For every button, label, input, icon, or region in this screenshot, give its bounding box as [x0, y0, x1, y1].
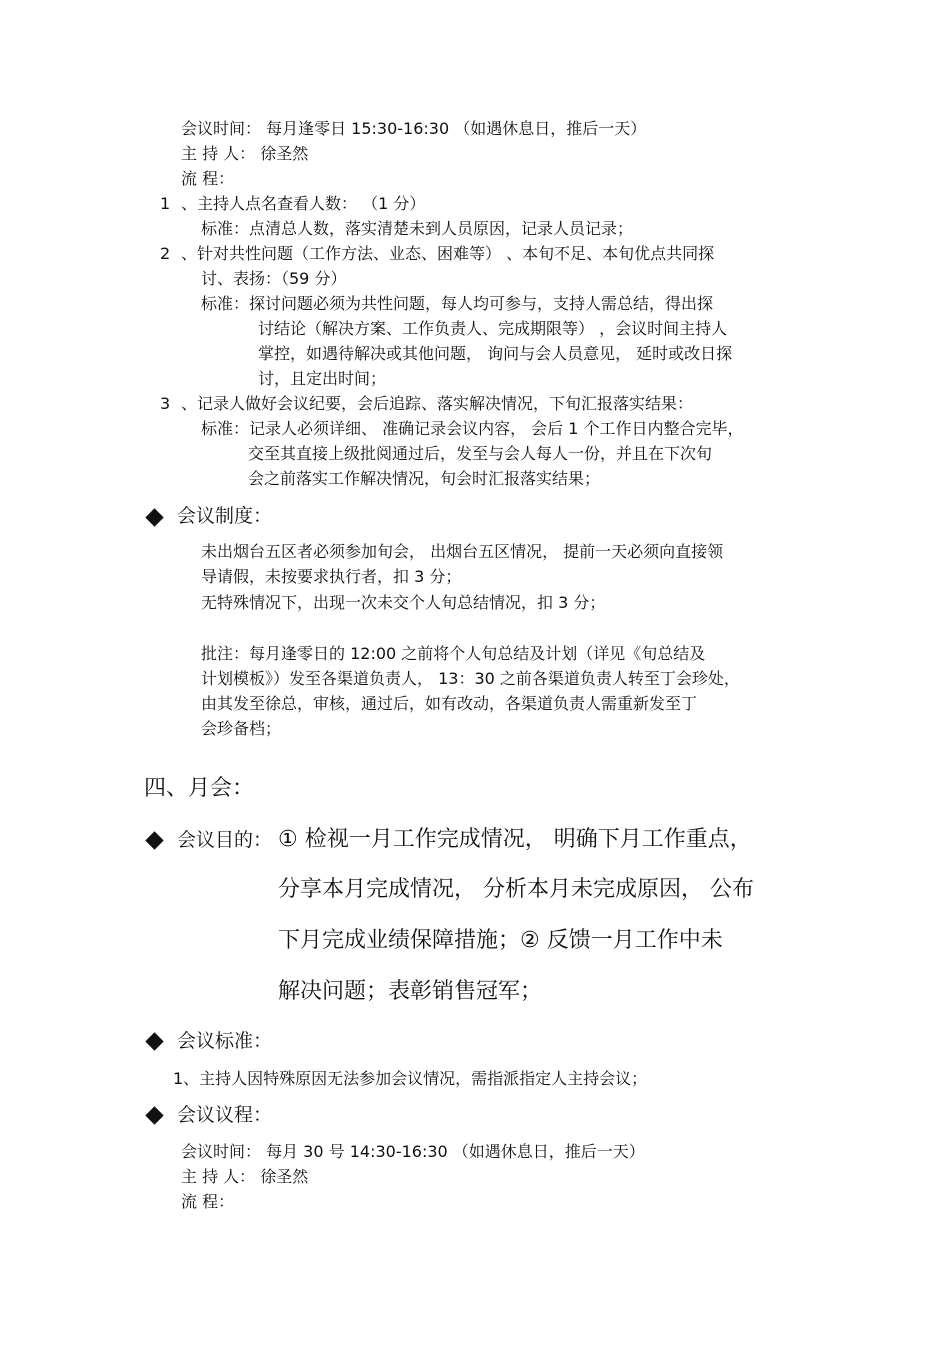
item-title: 、针对共性问题（工作方法、业态、困难等） 、本旬不足、本旬优点共同探: [181, 244, 715, 263]
item-standard-line: 标准：记录人必须详细、 准确记录会议内容， 会后 1 个工作日内整合完毕，: [201, 419, 744, 438]
item-number: 3: [160, 394, 171, 413]
note-line: 批注：每月逢零日的 12:00 之前将个人旬总结及计划（详见《旬总结及: [201, 644, 706, 663]
purpose-line: ① 检视一月工作完成情况， 明确下月工作重点，: [278, 827, 752, 852]
item-title: 、记录人做好会议纪要，会后追踪、落实解决情况，下旬汇报落实结果：: [181, 394, 694, 413]
diamond-bullet-icon: [145, 1106, 163, 1124]
note-line: 会珍备档；: [201, 719, 282, 738]
item-standard-line: 交至其直接上级批阅通过后，发至与会人每人一份，并且在下次旬: [248, 444, 713, 463]
purpose-label: 会议目的：: [177, 829, 273, 851]
system-heading: 会议制度：: [177, 505, 273, 527]
standard-line: 1、主持人因特殊原因无法参加会议情况，需指派指定人主持会议；: [173, 1069, 648, 1088]
note-line: 由其发至徐总，审核，通过后，如有改动，各渠道负责人需重新发至丁: [201, 694, 698, 713]
agenda-host: 主 持 人： 徐圣然: [181, 1167, 309, 1186]
item-number: 2: [160, 244, 171, 263]
item-standard-line: 标准：探讨问题必须为共性问题，每人均可参与，支持人需总结，得出探: [201, 294, 714, 313]
item-standard-line: 讨结论（解决方案、工作负责人、完成期限等） ，会议时间主持人: [258, 319, 728, 338]
item-standard-line: 标准：点清总人数，落实清楚未到人员原因，记录人员记录；: [201, 219, 634, 238]
agenda-time: 会议时间： 每月 30 号 14:30-16:30 （如遇休息日，推后一天）: [181, 1142, 645, 1161]
item-standard-line: 会之前落实工作解决情况，旬会时汇报落实结果；: [248, 469, 601, 488]
meeting-flow: 流 程：: [181, 169, 235, 188]
diamond-bullet-icon: [145, 1032, 163, 1050]
diamond-bullet-icon: [145, 831, 163, 849]
item-standard-line: 讨，且定出时间；: [258, 369, 387, 388]
item-title-cont: 讨、表扬：（59 分）: [201, 269, 347, 288]
note-line: 计划模板》）发至各渠道负责人， 13：30 之前各渠道负责人转至丁会珍处，: [201, 669, 740, 688]
system-line: 未出烟台五区者必须参加旬会， 出烟台五区情况， 提前一天必须向直接领: [201, 542, 724, 561]
standard-label: 会议标准：: [177, 1030, 273, 1052]
diamond-bullet-icon: [145, 508, 163, 526]
system-line: 无特殊情况下，出现一次未交个人旬总结情况，扣 3 分；: [201, 593, 606, 612]
purpose-line: 下月完成业绩保障措施；② 反馈一月工作中未: [278, 928, 723, 953]
item-standard-line: 掌控，如遇待解决或其他问题， 询问与会人员意见， 延时或改日探: [258, 344, 733, 363]
system-line: 导请假，未按要求执行者，扣 3 分；: [201, 567, 462, 586]
item-title: 、主持人点名查看人数： （1 分）: [181, 194, 426, 213]
purpose-line: 解决问题；表彰销售冠军；: [278, 979, 543, 1004]
item-number: 1: [160, 194, 171, 213]
section-title: 四、月会：: [144, 776, 255, 801]
meeting-time: 会议时间： 每月逢零日 15:30-16:30 （如遇休息日，推后一天）: [181, 119, 647, 138]
agenda-flow: 流 程：: [181, 1192, 235, 1211]
meeting-host: 主 持 人： 徐圣然: [181, 144, 309, 163]
purpose-line: 分享本月完成情况， 分析本月未完成原因， 公布: [278, 877, 754, 902]
agenda-label: 会议议程：: [177, 1104, 273, 1126]
